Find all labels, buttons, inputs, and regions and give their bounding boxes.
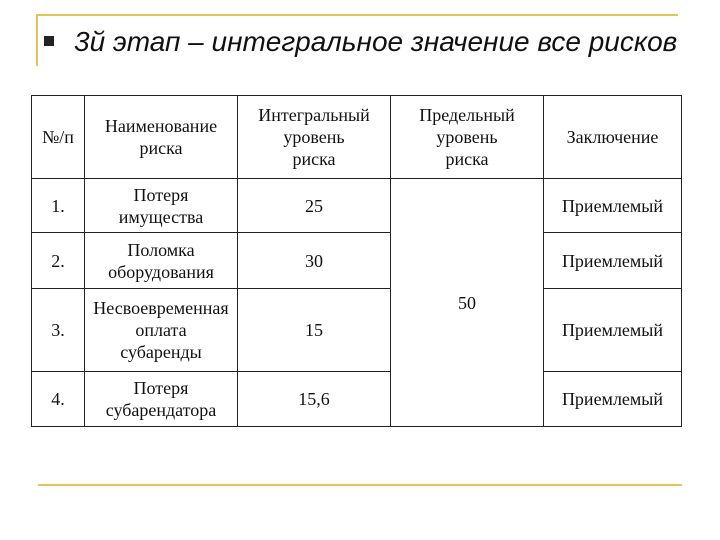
- row-num: 1.: [32, 179, 85, 233]
- row-integral-value: 25: [238, 179, 391, 233]
- slide-title: 3й этап – интегральное значение все рисков: [74, 26, 678, 57]
- row-conclusion: Приемлемый: [544, 372, 682, 427]
- table-header-row: [32, 96, 682, 179]
- risk-table: [31, 95, 682, 427]
- header-limit-level: Предельный уровень риска: [391, 96, 544, 179]
- square-bullet-icon: [44, 36, 54, 46]
- slide-frame-bottom: [38, 484, 682, 486]
- header-conclusion: Заключение: [544, 96, 682, 179]
- row-risk-name: Поломка оборудования: [85, 233, 238, 289]
- slide-frame-top: [36, 14, 678, 16]
- row-num: 2.: [32, 233, 85, 289]
- row-integral-value: 30: [238, 233, 391, 289]
- header-integral-level: Интегральный уровень риска: [238, 96, 391, 179]
- table-row: [32, 289, 682, 372]
- limit-value-cell: 50: [391, 179, 544, 427]
- row-integral-value: 15: [238, 289, 391, 372]
- header-num: №/п: [32, 96, 85, 179]
- table-row: [32, 372, 682, 427]
- header-risk-name: Наименование риска: [85, 96, 238, 179]
- row-integral-value: 15,6: [238, 372, 391, 427]
- row-conclusion: Приемлемый: [544, 179, 682, 233]
- table-row: [32, 179, 682, 233]
- table-row: [32, 233, 682, 289]
- row-num: 3.: [32, 289, 85, 372]
- row-conclusion: Приемлемый: [544, 233, 682, 289]
- slide-frame-left: [36, 14, 38, 66]
- row-risk-name: Несвоевременная оплата субаренды: [85, 289, 238, 372]
- row-num: 4.: [32, 372, 85, 427]
- row-risk-name: Потеря субарендатора: [85, 372, 238, 427]
- row-risk-name: Потеря имущества: [85, 179, 238, 233]
- row-conclusion: Приемлемый: [544, 289, 682, 372]
